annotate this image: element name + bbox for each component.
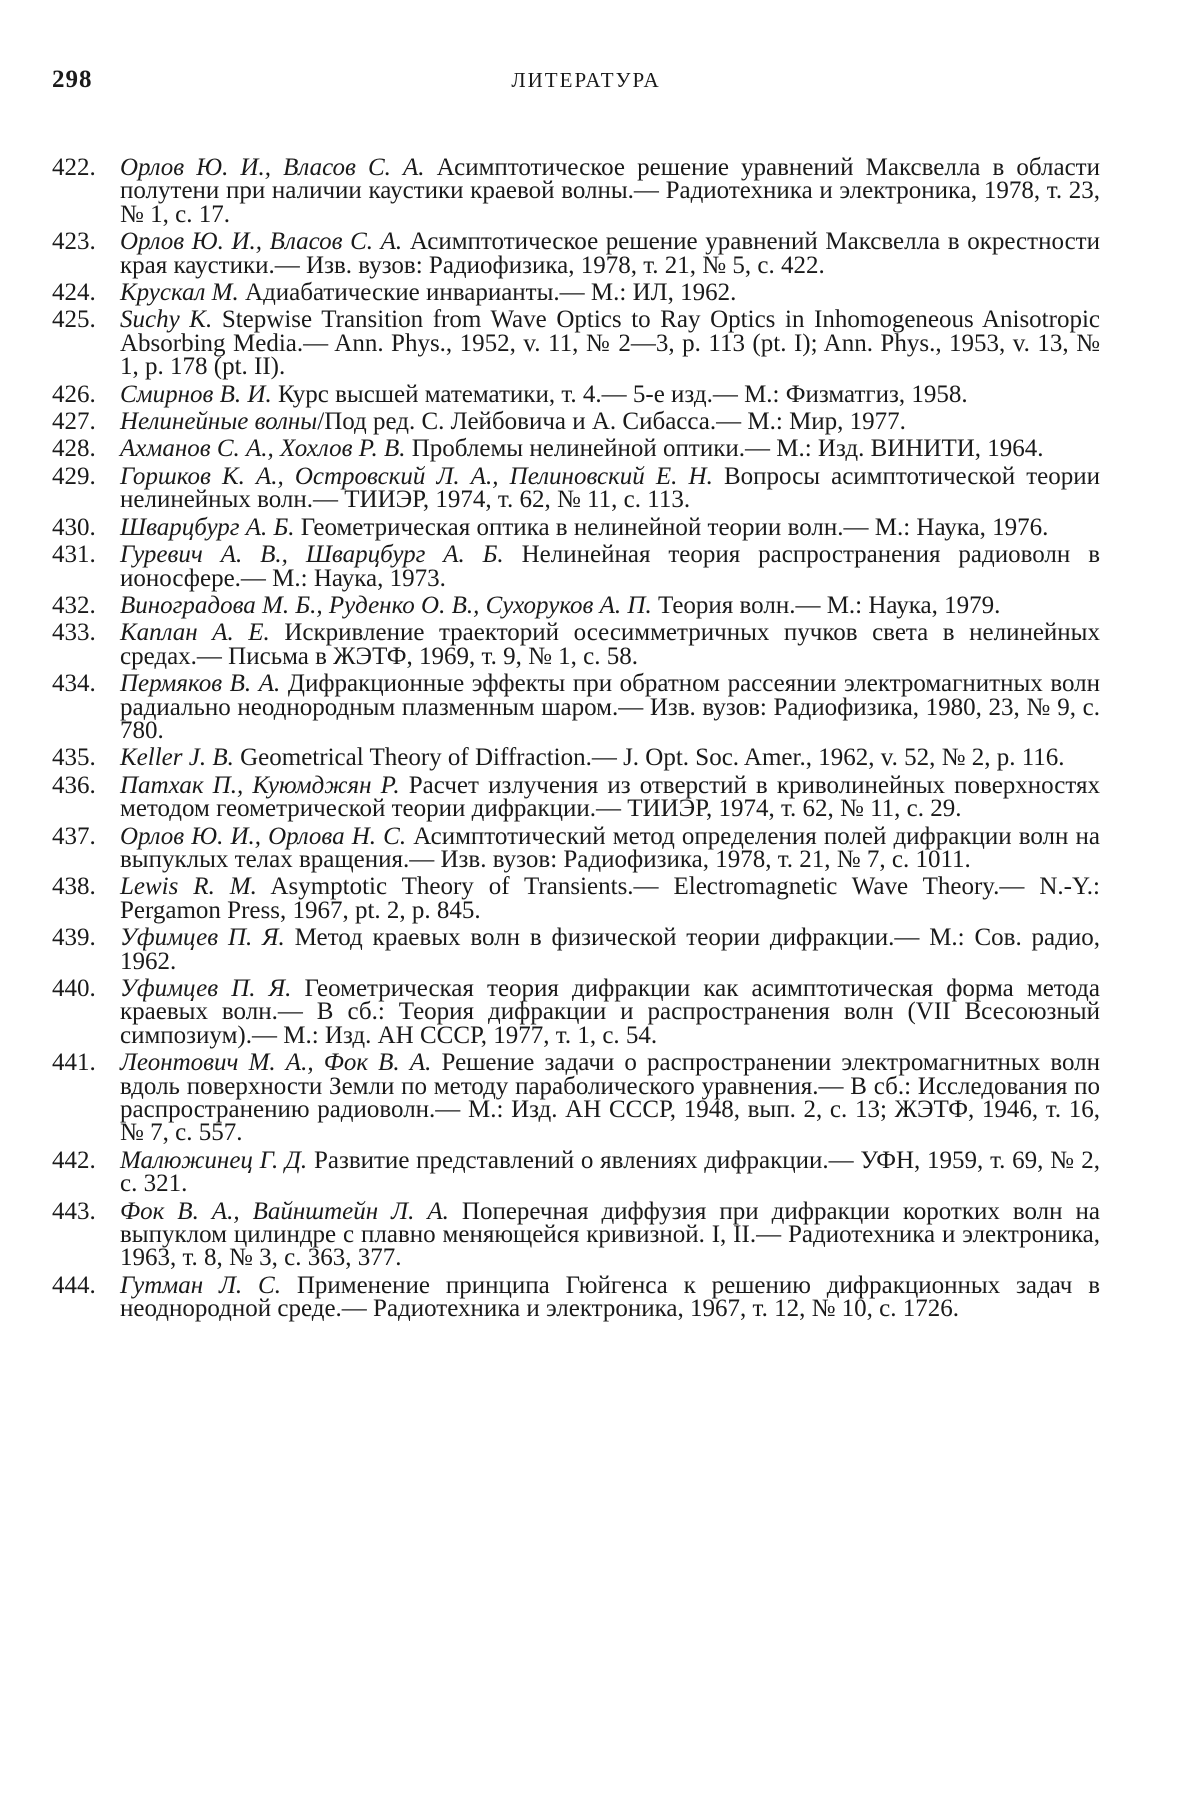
reference-body [120, 306, 1100, 381]
reference-text: /Под ред. С. Лейбовича и А. Сибасса.— М.: Мир, 1977. [317, 408, 906, 436]
running-title: ЛИТЕРАТУРА [511, 68, 661, 92]
reference-text: Stepwise Transition from Wave Optics to Ray Optics in Inhomogeneous Anisotropic Absorbing Media.— Ann. Phys., 1952, v. 11, № 2—3, p. 113 (pt. I); Ann. Phys., 1953, v. 13, № 1, p. 178 (pt. II). [120, 306, 1100, 381]
reference-authors: Lewis R. M. [120, 873, 257, 901]
reference-text: Расчет излучения из отверстий в криволинейных поверхностях методом геометрической теории дифракции.— ТИИЭР, 1974, т. 62, № 11, с. 29. [120, 771, 1100, 823]
reference-entry [52, 279, 1100, 307]
reference-authors: Крускал М. [120, 279, 239, 307]
reference-entry [52, 822, 1100, 873]
reference-authors: Пермяков В. А. [120, 670, 281, 698]
reference-entry [52, 591, 1100, 619]
reference-number: 439. [52, 924, 96, 952]
reference-text: Адиабатические инварианты.— М.: ИЛ, 1962. [245, 279, 737, 307]
reference-text: Теория волн.— М.: Наука, 1979. [658, 591, 1001, 619]
reference-body [120, 744, 1100, 772]
reference-text: Geometrical Theory of Diffraction.— J. Opt. Soc. Amer., 1962, v. 52, № 2, p. 116. [240, 744, 1065, 772]
reference-authors: Горшков К. А., Островский Л. А., Пелиновский Е. Н. [120, 462, 713, 490]
reference-authors: Патхак П., Куюмджян Р. [120, 771, 400, 799]
reference-entry [52, 621, 1100, 668]
reference-entry [52, 1146, 1100, 1198]
reference-authors: Шварцбург А. Б. [120, 513, 295, 541]
reference-entry [52, 380, 1100, 408]
reference-number: 441. [52, 1049, 96, 1077]
reference-number: 427. [52, 408, 96, 436]
reference-list [52, 156, 1100, 1325]
reference-authors: Малюжинец Г. Д. [120, 1146, 308, 1174]
reference-entry [52, 977, 1100, 1047]
reference-entry [52, 408, 1100, 436]
reference-number: 426. [52, 380, 96, 408]
reference-authors: Леонтович М. А., Фок В. А. [120, 1049, 432, 1077]
reference-body [120, 771, 1100, 823]
reference-body [120, 513, 1100, 541]
reference-authors: Гутман Л. С. [120, 1271, 281, 1299]
reference-entry [52, 744, 1100, 772]
reference-number: 425. [52, 306, 96, 334]
reference-entry [52, 462, 1100, 514]
reference-text: Асимптотическое решение уравнений Максвелла в области полутени при наличии каустики краевой волны.— Радиотехника и электроника, 1978, т. 23, № 1, с. 17. [120, 154, 1100, 228]
reference-authors: Keller J. B. [120, 744, 234, 772]
reference-authors: Уфимцев П. Я. [120, 975, 292, 1002]
reference-text: Курс высшей математики, т. 4.— 5-е изд.— М.: Физматгиз, 1958. [277, 380, 968, 408]
reference-number: 429. [52, 462, 96, 490]
reference-entry [52, 435, 1100, 463]
reference-text: Развитие представлений о явлениях дифракции.— УФН, 1959, т. 69, № 2, с. 321. [120, 1146, 1100, 1198]
reference-body [120, 621, 1100, 668]
reference-entry [52, 230, 1100, 277]
reference-number: 431. [52, 541, 96, 569]
reference-body [120, 1146, 1100, 1198]
reference-body [120, 156, 1100, 226]
reference-body [120, 672, 1100, 742]
reference-entry [52, 156, 1100, 226]
reference-text: Геометрическая оптика в нелинейной теории волн.— М.: Наука, 1976. [300, 513, 1049, 541]
reference-number: 444. [52, 1271, 96, 1299]
reference-authors: Гуревич А. В., Шварцбург А. Б. [120, 541, 504, 569]
reference-text: Метод краевых волн в физической теории дифракции.— М.: Сов. радио, 1962. [120, 924, 1100, 975]
reference-body [120, 1051, 1100, 1145]
reference-number: 430. [52, 513, 96, 541]
reference-text: Проблемы нелинейной оптики.— М.: Изд. ВИНИТИ, 1964. [411, 435, 1044, 463]
reference-authors: Фок В. А., Вайнштейн Л. А. [120, 1197, 449, 1225]
reference-number: 428. [52, 435, 96, 463]
reference-number: 422. [52, 154, 96, 181]
reference-entry [52, 306, 1100, 381]
reference-text: Поперечная диффузия при дифракции коротких волн на выпуклом цилиндре с плавно меняющейся кривизной. I, II.— Радиотехника и электроника, 1963, т. 8, № 3, с. 363, 377. [120, 1197, 1100, 1272]
reference-body [120, 1197, 1100, 1272]
page-header [52, 66, 1120, 96]
reference-authors: Нелинейные волны [120, 408, 318, 436]
reference-number: 443. [52, 1197, 96, 1225]
reference-number: 442. [52, 1146, 96, 1174]
reference-body [120, 462, 1100, 514]
reference-text: Геометрическая теория дифракции как асимптотическая форма метода краевых волн.— В сб.: Теория дифракции и распространения волн (VII Всесоюзный симпозиум).— М.: Изд. АН СССР, 1977, т. 1, с. 54. [120, 975, 1100, 1049]
reference-body [120, 591, 1100, 619]
reference-number: 423. [52, 228, 96, 256]
reference-entry [52, 875, 1100, 922]
reference-text: Искривление траекторий осесимметричных пучков света в нелинейных средах.— Письма в ЖЭТФ, 1969, т. 9, № 1, с. 58. [120, 619, 1100, 670]
reference-body [120, 230, 1100, 277]
reference-entry [52, 926, 1100, 973]
reference-text: Решение задачи о распространении электромагнитных волн вдоль поверхности Земли по методу параболического уравнения.— В сб.: Исследования по распространению радиоволн.— М.: Изд. АН СССР, 1948, вып. 2, с. 13; ЖЭТФ, 1946, т. 16, № 7, с. 557. [120, 1049, 1101, 1147]
reference-body [120, 977, 1100, 1047]
reference-entry [52, 1271, 1101, 1323]
reference-number: 434. [52, 670, 96, 698]
reference-body [120, 1271, 1101, 1323]
reference-authors: Орлов Ю. И., Власов С. А. [120, 154, 425, 181]
reference-text: Asymptotic Theory of Transients.— Electromagnetic Wave Theory.— N.-Y.: Pergamon Press, 1967, pt. 2, p. 845. [120, 873, 1101, 924]
reference-authors: Каплан А. Е. [120, 619, 270, 647]
reference-number: 436. [52, 771, 96, 799]
reference-body [120, 875, 1100, 922]
reference-body [120, 926, 1100, 973]
reference-number: 440. [52, 975, 96, 1002]
reference-body [120, 435, 1100, 463]
reference-body [120, 380, 1100, 408]
reference-number: 432. [52, 591, 96, 619]
reference-authors: Ахманов С. А., Хохлов Р. В. [120, 435, 406, 463]
reference-text: Асимптотический метод определения полей дифракции волн на выпуклых телах вращения.— Изв. вузов: Радиофизика, 1978, т. 21, № 7, с. 1011. [120, 822, 1100, 873]
reference-entry [52, 672, 1100, 742]
reference-body [120, 279, 1100, 307]
reference-number: 433. [52, 619, 96, 647]
reference-entry [52, 543, 1100, 590]
reference-entry [52, 1197, 1100, 1272]
reference-body [120, 822, 1100, 873]
reference-text: Асимптотическое решение уравнений Максвелла в окрестности края каустики.— Изв. вузов: Радиофизика, 1978, т. 21, № 5, с. 422. [120, 228, 1100, 279]
reference-authors: Suchy K. [120, 306, 213, 334]
reference-authors: Уфимцев П. Я. [120, 924, 285, 952]
reference-number: 438. [52, 873, 96, 901]
reference-authors: Виноградова М. Б., Руденко О. В., Сухоруков А. П. [120, 591, 652, 619]
reference-authors: Орлов Ю. И., Власов С. А. [120, 228, 403, 256]
reference-entry [52, 771, 1100, 823]
reference-number: 435. [52, 744, 96, 772]
reference-text: Применение принципа Гюйгенса к решению дифракционных задач в неоднородной среде.— Радиотехника и электроника, 1967, т. 12, № 10, с. 1726. [120, 1271, 1101, 1323]
reference-text: Вопросы асимптотической теории нелинейных волн.— ТИИЭР, 1974, т. 62, № 11, с. 113. [120, 462, 1100, 514]
page-number: 298 [52, 66, 93, 93]
reference-authors: Орлов Ю. И., Орлова Н. С. [120, 822, 407, 850]
reference-text: Дифракционные эффекты при обратном рассеянии электромагнитных волн радиально неоднородным плазменным шаром.— Изв. вузов: Радиофизика, 1980, 23, № 9, с. 780. [120, 670, 1101, 744]
reference-body [120, 408, 1100, 436]
reference-authors: Смирнов В. И. [120, 380, 272, 408]
reference-number: 424. [52, 279, 96, 307]
reference-entry [52, 513, 1100, 541]
reference-entry [52, 1051, 1100, 1145]
reference-text: Нелинейная теория распространения радиоволн в ионосфере.— М.: Наука, 1973. [120, 541, 1100, 592]
reference-number: 437. [52, 822, 96, 850]
reference-body [120, 543, 1100, 590]
